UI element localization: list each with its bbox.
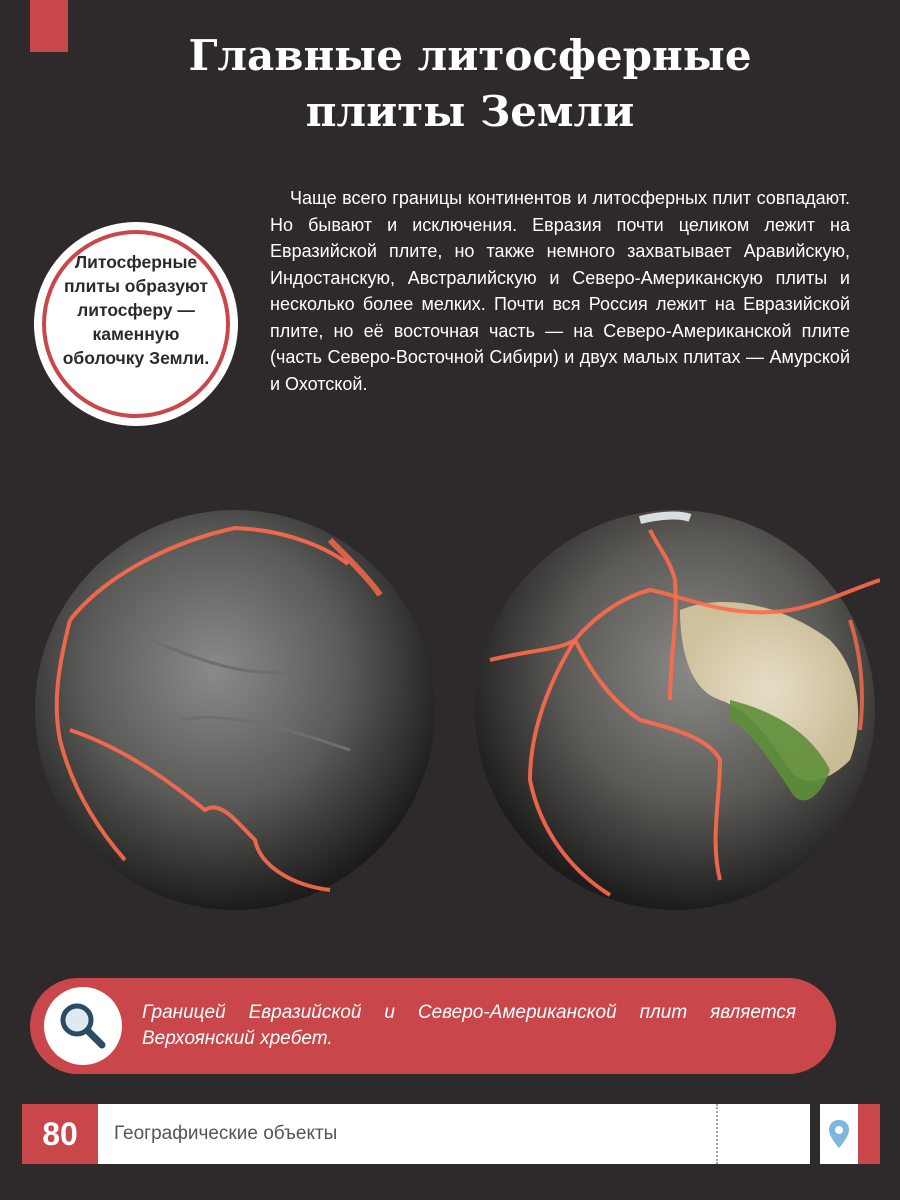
footer-right-tab (858, 1104, 880, 1164)
callout-text: Литосферные плиты образуют литосферу — каменную оболочку Земли. (62, 252, 210, 368)
page-number: 80 (22, 1104, 98, 1164)
page-title: Главные литосферные плиты Земли (188, 31, 752, 136)
atlantic-globe (475, 510, 880, 910)
map-pin-icon (820, 1104, 858, 1164)
magnifier-icon (44, 987, 122, 1065)
globes-illustration (30, 500, 880, 920)
fact-note (30, 978, 836, 1074)
fact-note-text: Границей Евразийской и Северо-Американской плит является Верхоянский хребет. (142, 1002, 796, 1049)
pacific-globe (35, 510, 435, 910)
footer-divider (716, 1104, 718, 1164)
footer-bar (98, 1104, 810, 1164)
footer-pin-box (820, 1104, 858, 1164)
section-label: Географические объекты (114, 1123, 338, 1144)
corner-tab (30, 0, 68, 52)
definition-callout (34, 222, 238, 426)
body-paragraph: Чаще всего границы континентов и литосферных плит совпадают. Но бывают и исключения. Евразия почти целиком лежит на Евразийской плите, но также немного захватывает Аравийскую, Индостанскую, Австралийскую и Северо-Американскую плиты и несколько более мелких. Почти вся Россия лежит на Евразийской плите, но её восточная часть — на Северо-Американской плите (часть Северо-Восточной Сибири) и двух малых плитах — Амурской и Охотской. (270, 188, 850, 394)
